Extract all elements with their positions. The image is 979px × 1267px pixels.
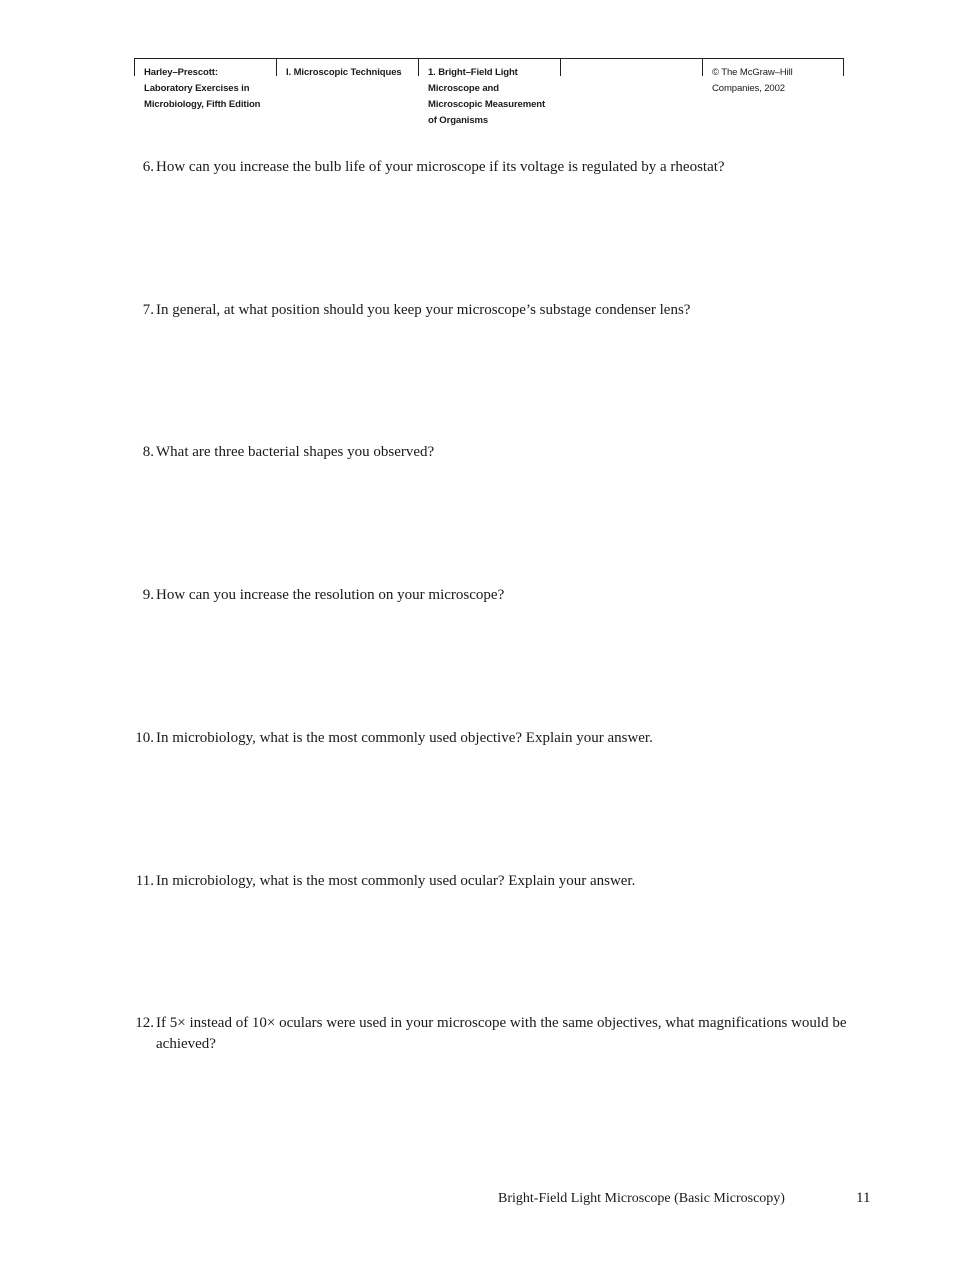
header-divider <box>276 58 277 76</box>
header-line: I. Microscopic Techniques <box>286 67 402 78</box>
header-line: of Organisms <box>428 115 489 126</box>
question-text: What are three bacterial shapes you observed? <box>156 444 435 460</box>
header-line: Laboratory Exercises in <box>144 83 250 94</box>
question-7 <box>130 300 850 321</box>
question-text: In microbiology, what is the most commonly used objective? Explain your answer. <box>156 730 653 746</box>
header-line: Microscope and <box>428 83 499 94</box>
header-divider <box>134 58 135 76</box>
header-divider <box>702 58 703 76</box>
question-11 <box>130 871 850 892</box>
header-divider <box>560 58 561 76</box>
question-number: 12. <box>135 1015 154 1031</box>
question-number: 7. <box>142 302 154 318</box>
question-text: If 5× instead of 10× oculars were used in your microscope with the same objectives, what magnifications would be achieved? <box>156 1015 847 1052</box>
question-10 <box>130 728 850 749</box>
header-divider <box>418 58 419 76</box>
header-copyright <box>702 58 843 132</box>
question-12 <box>130 1013 850 1055</box>
header-part-title <box>276 58 418 132</box>
header-line: © The McGraw–Hill <box>712 67 793 78</box>
page-number: 11 <box>856 1190 871 1206</box>
footer-running-title: Bright-Field Light Microscope (Basic Microscopy) <box>498 1191 785 1206</box>
running-header <box>134 58 844 132</box>
header-empty-cell <box>560 58 702 132</box>
header-line: Microscopic Measurement <box>428 99 546 110</box>
question-text: In microbiology, what is the most commonly used ocular? Explain your answer. <box>156 873 636 889</box>
question-9 <box>130 585 850 606</box>
question-8 <box>130 442 850 463</box>
header-divider <box>843 58 844 76</box>
question-text: How can you increase the resolution on your microscope? <box>156 587 505 603</box>
header-line: Harley–Prescott: <box>144 67 218 78</box>
question-number: 9. <box>142 587 154 603</box>
question-text: How can you increase the bulb life of your microscope if its voltage is regulated by a rheostat? <box>156 159 725 175</box>
header-line: Microbiology, Fifth Edition <box>144 99 261 110</box>
header-chapter-title <box>418 58 560 132</box>
header-book-title <box>134 58 276 132</box>
question-number: 11. <box>135 873 154 889</box>
question-number: 6. <box>142 159 154 175</box>
question-number: 8. <box>142 444 154 460</box>
header-line: 1. Bright–Field Light <box>428 67 518 78</box>
question-text: In general, at what position should you keep your microscope’s substage condenser lens? <box>156 302 691 318</box>
header-line: Companies, 2002 <box>712 83 785 94</box>
question-6 <box>130 157 850 178</box>
question-number: 10. <box>135 730 154 746</box>
